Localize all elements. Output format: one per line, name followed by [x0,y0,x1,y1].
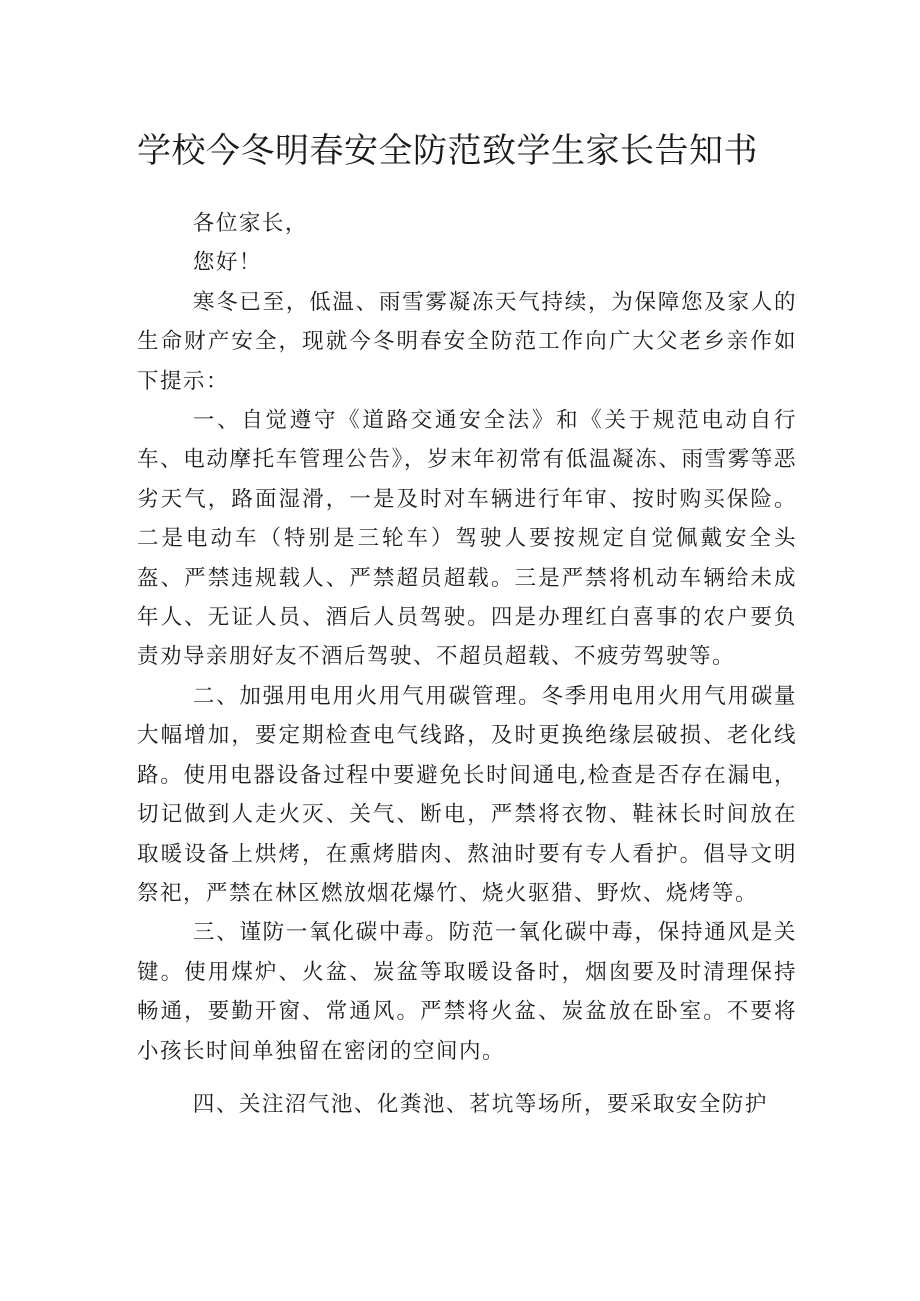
document-title: 学校今冬明春安全防范致学生家长告知书 [137,131,758,171]
traffic-safety-paragraph: 一、自觉遵守《道路交通安全法》和《关于规范电动自行车、电动摩托车管理公告》，岁末年初常有低温凝冻、雨雪雾等恶劣天气，路面湿滑，一是及时对车辆进行年审、按时购买保险。二是电动车（特别是三轮车）驾驶人要按规定自觉佩戴安全头盔、严禁违规载人、严禁超员超载。三是严禁将机动车辆给未成年人、无证人员、酒后人员驾驶。四是办理红白喜事的农户要负责劝导亲朋好友不酒后驾驶、不超员超载、不疲劳驾驶等。 [137,408,797,670]
intro-paragraph: 寒冬已至，低温、雨雪雾凝冻天气持续，为保障您及家人的生命财产安全，现就今冬明春安全防范工作向广大父老乡亲作如下提示： [137,289,797,394]
greeting: 您好！ [192,250,262,276]
carbon-monoxide-paragraph: 三、谨防一氧化碳中毒。防范一氧化碳中毒，保持通风是关键。使用煤炉、火盆、炭盆等取暖设备时，烟囱要及时清理保持畅通，要勤开窗、常通风。严禁将火盆、炭盆放在卧室。不要将小孩长时间单独留在密闭的空间内。 [137,920,797,1064]
document-body [137,204,797,1124]
fire-electric-safety-paragraph: 二、加强用电用火用气用碳管理。冬季用电用火用气用碳量大幅增加，要定期检查电气线路，及时更换绝缘层破损、老化线路。使用电器设备过程中要避免长时间通电,检查是否存在漏电，切记做到人走火灭、关气、断电，严禁将衣物、鞋袜长时间放在取暖设备上烘烤，在熏烤腊肉、熬油时要有专人看护。倡导文明祭祀，严禁在林区燃放烟花爆竹、烧火驱猎、野炊、烧烤等。 [137,683,797,906]
biogas-pool-paragraph: 四、关注沼气池、化粪池、茗坑等场所，要采取安全防护 [192,1091,768,1117]
salutation: 各位家长， [192,211,308,236]
